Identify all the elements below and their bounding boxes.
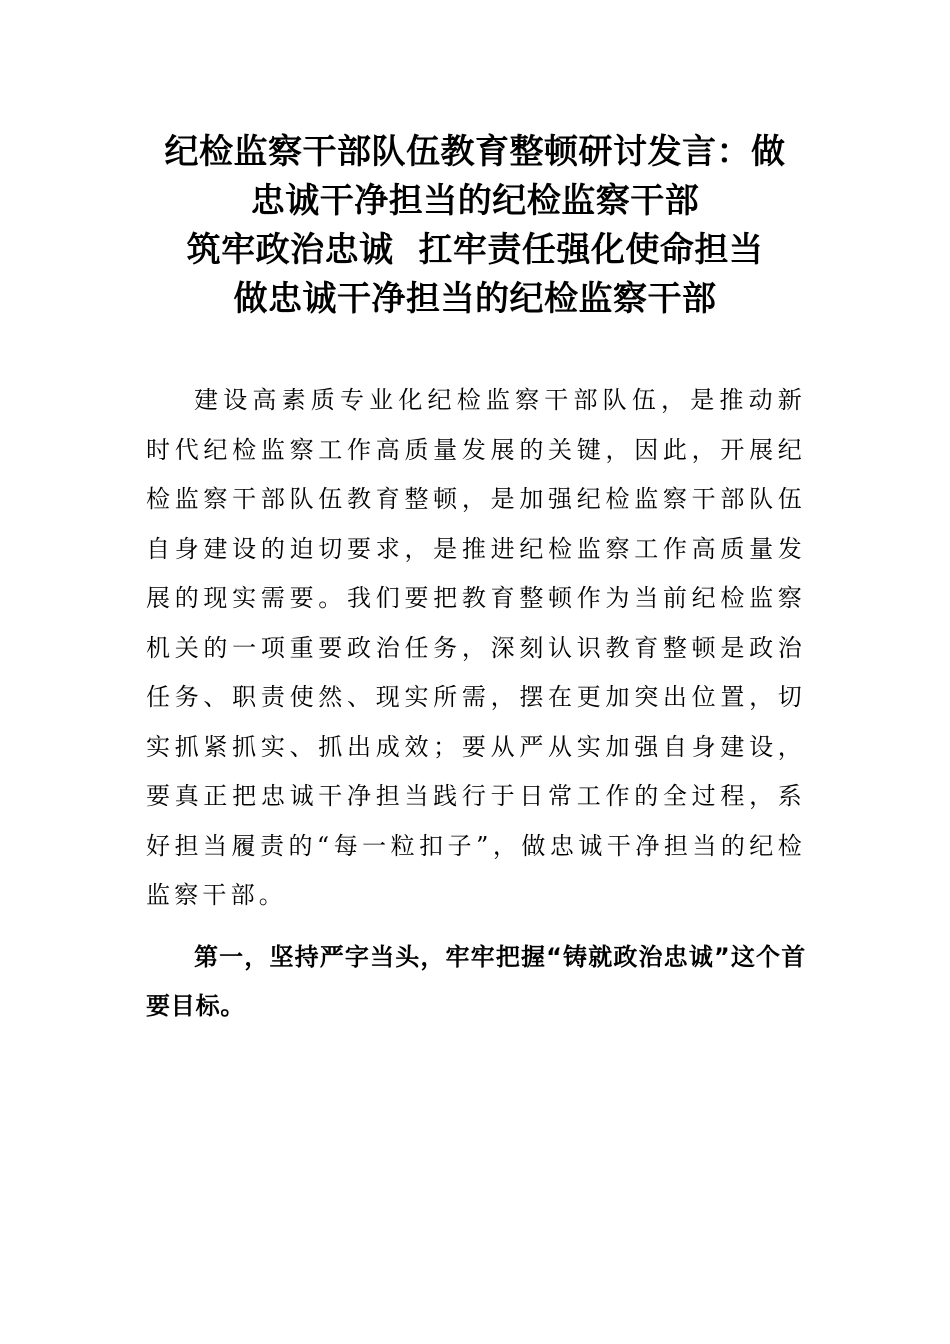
document-title [120, 128, 830, 324]
intro-paragraph: 建设高素质专业化纪检监察干部队伍，是推动新时代纪检监察工作高质量发展的关键，因此，开展纪检监察干部队伍教育整顿，是加强纪检监察干部队伍自身建设的迫切要求，是推进纪检监察工作高质量发展的现实需要。我们要把教育整顿作为当前纪检监察机关的一项重要政治任务，深刻认识教育整顿是政治任务、职责使然、现实所需，摆在更加突出位置，切实抓紧抓实、抓出成效；要从严从实加强自身建设，要真正把忠诚干净担当践行于日常工作的全过程，系好担当履责的“每一粒扣子”，做忠诚干净担当的纪检监察干部。 [146, 386, 806, 909]
section-heading-first: 第一，坚持严字当头，牢牢把握“铸就政治忠诚”这个首要目标。 [146, 942, 806, 1020]
title-line-2: 忠诚干净担当的纪检监察干部 [250, 181, 700, 221]
title-line-1: 纪检监察干部队伍教育整顿研讨发言：做 [164, 132, 786, 172]
document-body [146, 376, 806, 1032]
title-line-4: 做忠诚干净担当的纪检监察干部 [233, 279, 717, 319]
title-line-3: 筑牢政治忠诚 扛牢责任强化使命担当 [186, 230, 764, 270]
